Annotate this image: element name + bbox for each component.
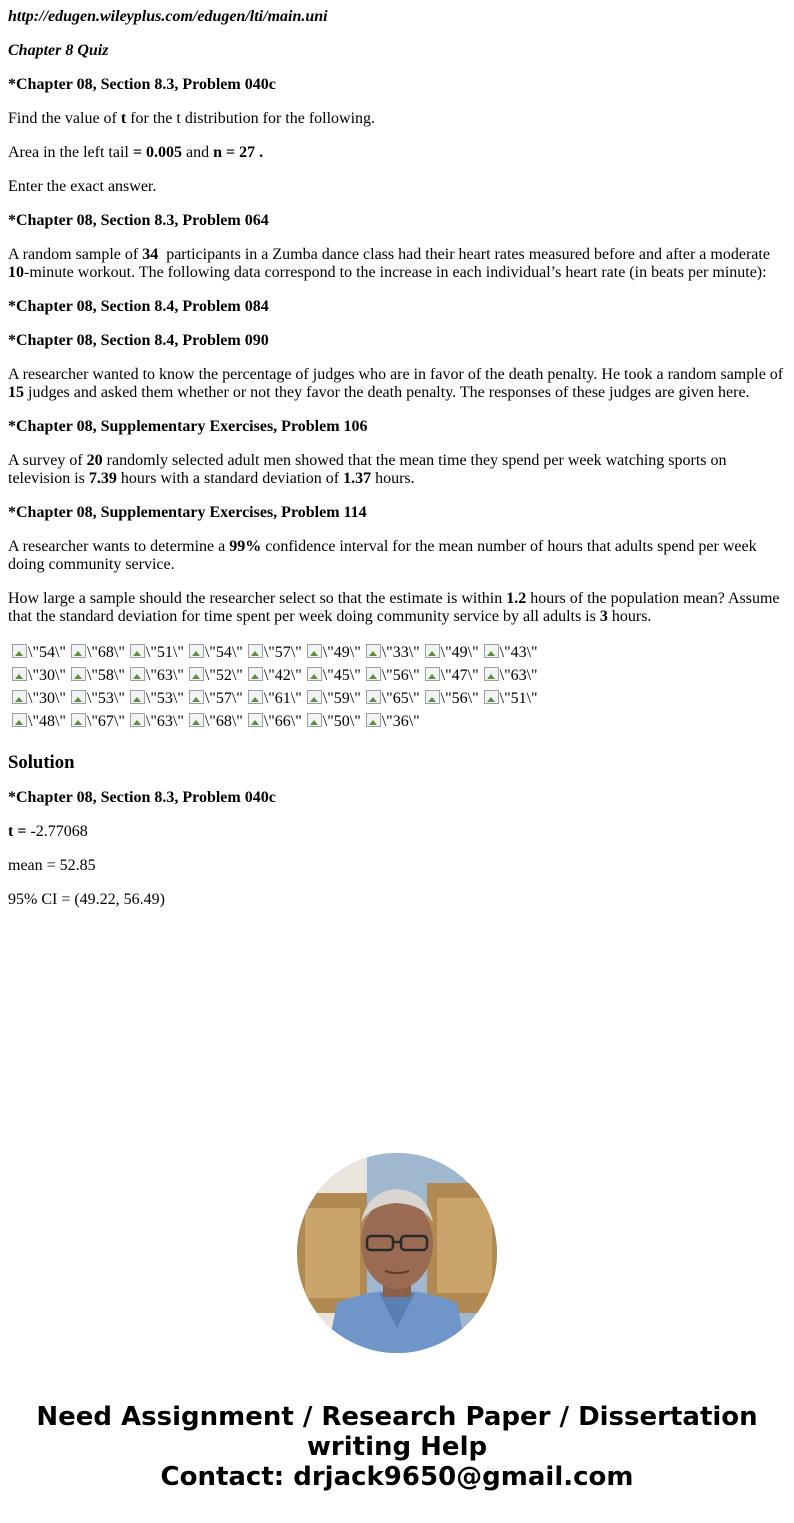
broken-image-icon bbox=[365, 712, 381, 728]
table-cell bbox=[305, 642, 362, 663]
broken-image-icon bbox=[483, 689, 499, 705]
page-url: http://edugen.wileyplus.com/edugen/lti/main.uni bbox=[8, 8, 328, 25]
table-cell-value: \"48\" bbox=[28, 713, 66, 730]
table-cell bbox=[69, 688, 126, 709]
problem-090-text: A researcher wanted to know the percentage of judges who are in favor of the death penalty. He took a random sample of 15 judges and asked them whether or not they favor the death penalty. The responses of these judges are given here. bbox=[8, 366, 784, 401]
broken-image-icon bbox=[247, 666, 263, 682]
problem-heading-106: *Chapter 08, Supplementary Exercises, Problem 106 bbox=[8, 418, 368, 435]
footer-line-1: Need Assignment / Research Paper / Dissertation bbox=[36, 1402, 758, 1432]
broken-image-icon bbox=[365, 689, 381, 705]
table-cell-value: \"63\" bbox=[145, 667, 184, 684]
solution-title: Solution bbox=[8, 752, 75, 773]
table-cell-value: \"68\" bbox=[204, 713, 243, 730]
footer-contact-banner bbox=[0, 1402, 794, 1492]
table-cell bbox=[364, 665, 421, 686]
table-cell bbox=[10, 665, 67, 686]
table-row bbox=[10, 642, 539, 663]
broken-image-icon bbox=[11, 666, 27, 682]
problem-040c-line2: Area in the left tail = 0.005 and n = 27 . bbox=[8, 144, 264, 161]
broken-image-icon bbox=[188, 689, 204, 705]
broken-image-icon bbox=[365, 643, 381, 659]
broken-image-icon bbox=[70, 689, 86, 705]
table-cell bbox=[69, 711, 126, 732]
broken-image-icon bbox=[424, 643, 440, 659]
table-cell bbox=[423, 665, 480, 686]
table-row bbox=[10, 665, 539, 686]
broken-image-icon bbox=[11, 643, 27, 659]
broken-image-icon bbox=[306, 643, 322, 659]
broken-image-icon bbox=[70, 643, 86, 659]
solution-mean: mean = 52.85 bbox=[8, 857, 96, 874]
table-cell-value: \"52\" bbox=[204, 667, 243, 684]
table-cell-value: \"56\" bbox=[440, 690, 479, 707]
problem-heading-064: *Chapter 08, Section 8.3, Problem 064 bbox=[8, 212, 269, 229]
table-cell-value: \"68\" bbox=[86, 644, 125, 661]
table-cell bbox=[128, 711, 185, 732]
problem-040c-line1: Find the value of t for the t distribution for the following. bbox=[8, 110, 376, 127]
table-cell-value: \"53\" bbox=[86, 690, 125, 707]
solution-ci: 95% CI = (49.22, 56.49) bbox=[8, 891, 166, 908]
table-cell bbox=[246, 642, 303, 663]
table-cell-value: \"54\" bbox=[204, 644, 243, 661]
problem-114-text-1: A researcher wants to determine a 99% confidence interval for the mean number of hours that adults spend per week doing community service. bbox=[8, 538, 757, 573]
table-cell-value: \"30\" bbox=[28, 667, 66, 684]
footer-line-2: writing Help bbox=[306, 1432, 488, 1462]
avatar-portrait-icon bbox=[297, 1153, 497, 1353]
table-cell bbox=[305, 688, 362, 709]
table-row bbox=[10, 688, 539, 709]
broken-image-icon bbox=[247, 689, 263, 705]
problem-114-text-2: How large a sample should the researcher select so that the estimate is within 1.2 hours of the population mean? Assume that the standard deviation for time spent per week doing community service by all adults is 3 hours. bbox=[8, 590, 780, 625]
broken-image-icon bbox=[306, 666, 322, 682]
table-cell-value: \"42\" bbox=[263, 667, 302, 684]
table-cell bbox=[69, 665, 126, 686]
broken-image-icon bbox=[129, 666, 145, 682]
table-cell bbox=[423, 642, 480, 663]
problem-heading-040c: *Chapter 08, Section 8.3, Problem 040c bbox=[8, 76, 276, 93]
broken-image-icon bbox=[306, 689, 322, 705]
table-cell-value: \"47\" bbox=[440, 667, 479, 684]
table-cell bbox=[305, 711, 362, 732]
broken-image-icon bbox=[483, 643, 499, 659]
table-cell-value: \"49\" bbox=[440, 644, 479, 661]
table-cell bbox=[128, 665, 185, 686]
table-cell-value: \"61\" bbox=[263, 690, 302, 707]
broken-image-icon bbox=[247, 643, 263, 659]
problem-heading-090: *Chapter 08, Section 8.4, Problem 090 bbox=[8, 332, 269, 349]
table-cell bbox=[364, 688, 421, 709]
heart-rate-data-table bbox=[8, 640, 541, 734]
table-cell-value: \"45\" bbox=[322, 667, 361, 684]
table-row bbox=[10, 711, 539, 732]
table-cell-value: \"58\" bbox=[86, 667, 125, 684]
table-cell bbox=[69, 642, 126, 663]
table-cell-value: \"65\" bbox=[381, 690, 420, 707]
table-cell bbox=[10, 688, 67, 709]
table-cell-value: \"59\" bbox=[322, 690, 361, 707]
broken-image-icon bbox=[247, 712, 263, 728]
table-cell-value: \"50\" bbox=[322, 713, 361, 730]
table-cell-value: \"57\" bbox=[204, 690, 243, 707]
table-cell-value: \"63\" bbox=[499, 667, 538, 684]
broken-image-icon bbox=[129, 689, 145, 705]
broken-image-icon bbox=[365, 666, 381, 682]
table-cell-value: \"57\" bbox=[263, 644, 302, 661]
broken-image-icon bbox=[424, 689, 440, 705]
table-cell-value: \"43\" bbox=[499, 644, 538, 661]
broken-image-icon bbox=[129, 643, 145, 659]
broken-image-icon bbox=[70, 666, 86, 682]
table-cell bbox=[187, 688, 244, 709]
table-cell-value: \"51\" bbox=[145, 644, 184, 661]
table-cell-value: \"30\" bbox=[28, 690, 66, 707]
table-cell bbox=[10, 642, 67, 663]
table-cell bbox=[305, 665, 362, 686]
table-cell bbox=[128, 688, 185, 709]
table-cell bbox=[364, 642, 421, 663]
table-cell-value: \"36\" bbox=[381, 713, 420, 730]
table-cell-value: \"67\" bbox=[86, 713, 125, 730]
table-cell bbox=[246, 711, 303, 732]
broken-image-icon bbox=[11, 689, 27, 705]
problem-040c-line3: Enter the exact answer. bbox=[8, 178, 157, 195]
table-cell bbox=[246, 688, 303, 709]
table-cell bbox=[482, 665, 539, 686]
table-cell bbox=[187, 642, 244, 663]
broken-image-icon bbox=[129, 712, 145, 728]
broken-image-icon bbox=[483, 666, 499, 682]
problem-heading-084: *Chapter 08, Section 8.4, Problem 084 bbox=[8, 298, 269, 315]
table-cell-value: \"53\" bbox=[145, 690, 184, 707]
table-cell bbox=[482, 642, 539, 663]
table-cell-value: \"54\" bbox=[28, 644, 66, 661]
solution-heading: *Chapter 08, Section 8.3, Problem 040c bbox=[8, 789, 276, 806]
table-cell bbox=[128, 642, 185, 663]
solution-t-value: t = -2.77068 bbox=[8, 823, 88, 840]
table-cell-value: \"56\" bbox=[381, 667, 420, 684]
broken-image-icon bbox=[188, 666, 204, 682]
table-cell bbox=[187, 665, 244, 686]
table-cell bbox=[423, 688, 480, 709]
table-cell bbox=[10, 711, 67, 732]
problem-064-text: A random sample of 34 participants in a Zumba dance class had their heart rates measured before and after a moderate 10-minute workout. The following data correspond to the increase in each individual’s heart rate (in beats per minute): bbox=[8, 246, 774, 281]
broken-image-icon bbox=[70, 712, 86, 728]
broken-image-icon bbox=[11, 712, 27, 728]
broken-image-icon bbox=[424, 666, 440, 682]
avatar bbox=[297, 1153, 497, 1353]
table-cell bbox=[187, 711, 244, 732]
problem-heading-114: *Chapter 08, Supplementary Exercises, Problem 114 bbox=[8, 504, 367, 521]
broken-image-icon bbox=[306, 712, 322, 728]
table-cell bbox=[246, 665, 303, 686]
footer-line-3: Contact: drjack9650@gmail.com bbox=[160, 1462, 634, 1492]
table-cell-value: \"63\" bbox=[145, 713, 184, 730]
broken-image-icon bbox=[188, 712, 204, 728]
broken-image-icon bbox=[188, 643, 204, 659]
table-cell bbox=[364, 711, 421, 732]
table-cell-value: \"33\" bbox=[381, 644, 420, 661]
table-cell-value: \"51\" bbox=[499, 690, 538, 707]
quiz-title: Chapter 8 Quiz bbox=[8, 42, 109, 59]
table-cell-value: \"49\" bbox=[322, 644, 361, 661]
table-cell-value: \"66\" bbox=[263, 713, 302, 730]
table-cell bbox=[482, 688, 539, 709]
problem-106-text: A survey of 20 randomly selected adult men showed that the mean time they spend per week watching sports on television is 7.39 hours with a standard deviation of 1.37 hours. bbox=[8, 452, 727, 487]
